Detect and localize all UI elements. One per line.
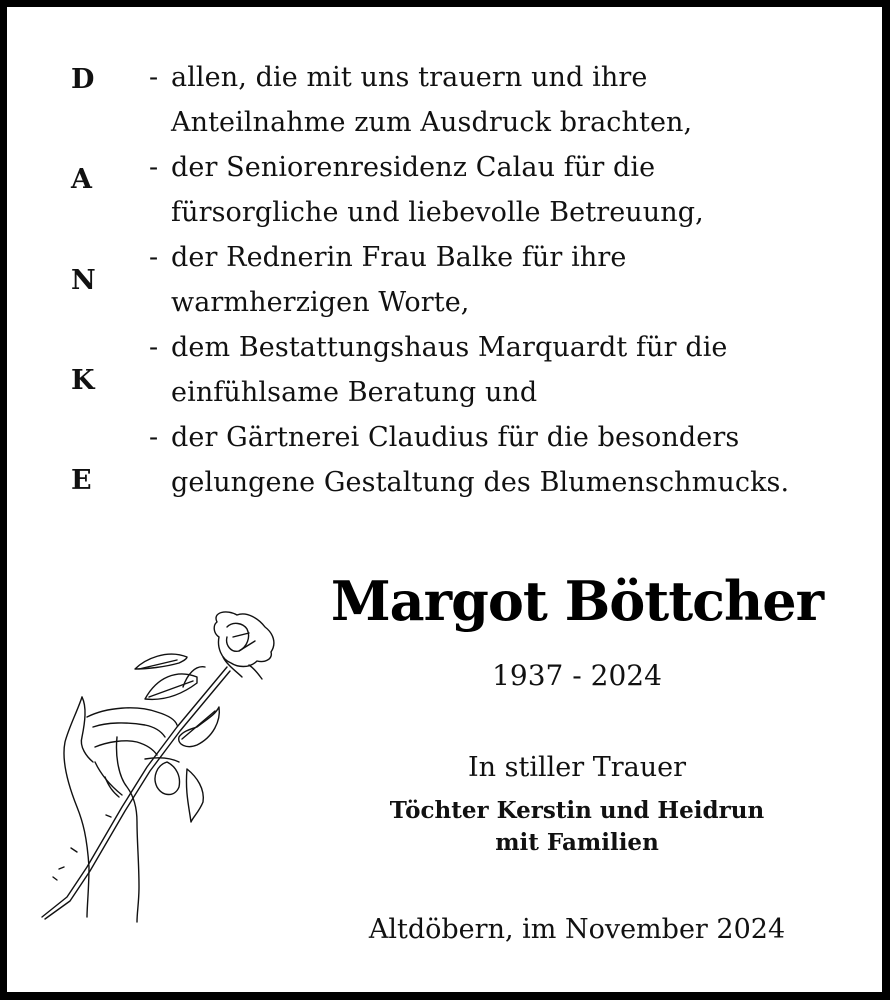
acrostic-letter-k: K — [71, 365, 95, 396]
dash-bullet: - — [149, 332, 159, 363]
thanks-line: gelungene Gestaltung des Blumenschmucks. — [171, 467, 790, 498]
thanks-line: allen, die mit uns trauern und ihre — [171, 62, 648, 93]
acrostic-letter-n: N — [71, 265, 96, 296]
mourning-intro: In stiller Trauer — [467, 752, 686, 783]
dash-bullet: - — [149, 422, 159, 453]
mourners-family: mit Familien — [495, 829, 659, 856]
life-years: 1937 - 2024 — [492, 659, 662, 692]
dash-bullet: - — [149, 62, 159, 93]
thanks-line: warmherzigen Worte, — [171, 287, 470, 318]
deceased-name: Margot Böttcher — [330, 569, 824, 633]
thanks-line: dem Bestattungshaus Marquardt für die — [171, 332, 728, 363]
thanks-line: der Rednerin Frau Balke für ihre — [171, 242, 627, 273]
dash-bullet: - — [149, 152, 159, 183]
acrostic-letter-e: E — [71, 465, 92, 496]
thanks-line: fürsorgliche und liebevolle Betreuung, — [171, 197, 704, 228]
acrostic-letter-a: A — [71, 164, 92, 195]
thanks-line: einfühlsame Beratung und — [171, 377, 538, 408]
mourners-names: Töchter Kerstin und Heidrun — [389, 797, 765, 824]
dash-bullet: - — [149, 242, 159, 273]
thanks-line: der Seniorenresidenz Calau für die — [171, 152, 656, 183]
hand-holding-rose-icon — [27, 597, 297, 927]
acrostic-letter-d: D — [71, 64, 95, 95]
thanks-line: Anteilnahme zum Ausdruck brachten, — [171, 107, 693, 138]
thanks-line: der Gärtnerei Claudius für die besonders — [171, 422, 740, 453]
place-date: Altdöbern, im November 2024 — [368, 914, 786, 945]
